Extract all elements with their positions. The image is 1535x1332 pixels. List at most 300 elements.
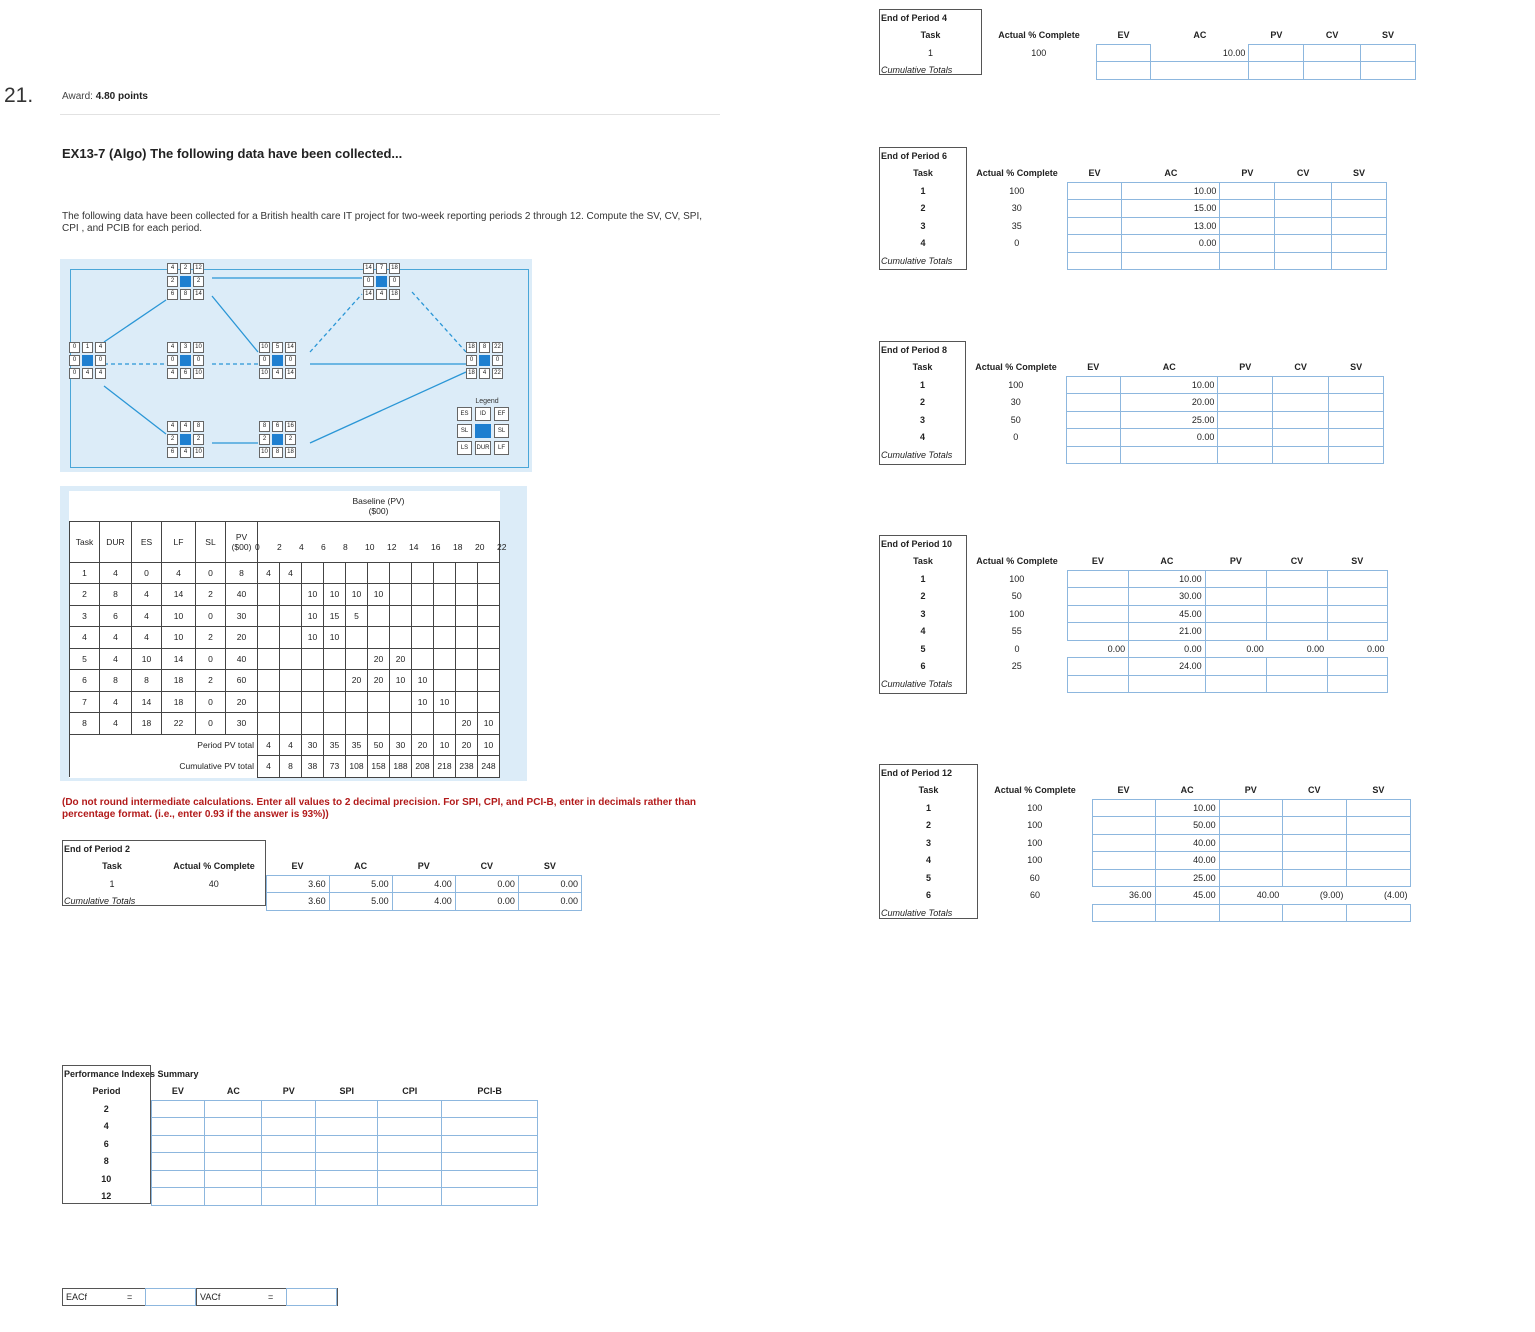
period10-cum-cv-input[interactable]: [1267, 675, 1327, 693]
baseline-pv-cell: 10: [324, 627, 346, 649]
baseline-pv-cell: [434, 605, 456, 627]
period6-table: End of Period 6 Task Actual % Complete EV AC PV CV SV 1 100 10.00 2 30 15.00 3 35 13.00 4 0 0.00 Cumulative Totals: [879, 147, 1387, 270]
baseline-cell: 14: [132, 691, 162, 713]
percent-complete: 50: [1010, 414, 1021, 425]
baseline-cell: 14: [162, 648, 196, 670]
summary-input[interactable]: [378, 1100, 442, 1118]
baseline-row: [70, 691, 500, 713]
period6-ev-input[interactable]: [1067, 217, 1122, 235]
period8-sv-input[interactable]: [1329, 376, 1384, 394]
period12-pv-input[interactable]: [1219, 817, 1282, 835]
baseline-pv-cell: [478, 670, 500, 692]
cumulative-label: Cumulative Totals: [881, 678, 953, 689]
baseline-header-0: Task: [70, 521, 100, 562]
summary-input[interactable]: [151, 1118, 205, 1136]
task-number: 2: [920, 203, 926, 214]
period6-cum-ev-input[interactable]: [1067, 252, 1122, 270]
baseline-total-cell: 20: [456, 734, 478, 756]
summary-period: 10: [101, 1173, 112, 1184]
task-number: 5: [920, 643, 926, 654]
baseline-pv-cell: [478, 605, 500, 627]
summary-input[interactable]: [378, 1170, 442, 1188]
summary-period: 2: [103, 1103, 109, 1114]
baseline-cell: 2: [196, 584, 226, 606]
baseline-time-axis: [255, 521, 507, 562]
period8-ev-input[interactable]: [1066, 411, 1121, 429]
period10-pv-input[interactable]: [1205, 588, 1267, 606]
baseline-total-cell: 10: [434, 734, 456, 756]
period8-cum-ac-input[interactable]: [1121, 446, 1218, 464]
period2-table: End of Period 2 Task Actual % Complete EV AC PV CV SV 1 40 3.60 5.00 4.00 0.00 0.00 Cumulative Totals 3.60 5.00 4.00 0.00 0.00: [62, 840, 582, 911]
baseline-pv-cell: [390, 562, 412, 584]
summary-input[interactable]: [442, 1170, 538, 1188]
summary-input[interactable]: [442, 1188, 538, 1206]
period12-cum-cv-input[interactable]: [1282, 904, 1346, 922]
time-tick: 10: [365, 541, 375, 552]
baseline-total-cell: 10: [478, 734, 500, 756]
p2-t1-ev-input[interactable]: 3.60: [266, 875, 329, 893]
baseline-cell: 60: [226, 670, 258, 692]
period-row: [879, 182, 1387, 200]
period12-ev-input[interactable]: [1092, 852, 1155, 870]
period8-cv-input[interactable]: [1273, 376, 1329, 394]
task-number: 5: [925, 872, 931, 883]
period8-ac-value: 25.00: [1121, 411, 1218, 429]
period6-cum-sv-input[interactable]: [1331, 252, 1386, 270]
baseline-pv-cell: [456, 648, 478, 670]
p4-t1-ac: 10.00: [1222, 47, 1246, 58]
period10-ac-value: 45.00: [1129, 605, 1205, 623]
p2-t1-sv-input[interactable]: 0.00: [518, 875, 581, 893]
period-row: [879, 623, 1388, 641]
period6-caption: End of Period 6: [881, 150, 948, 161]
period8-ac-value: 20.00: [1121, 394, 1218, 412]
summary-input[interactable]: [151, 1153, 205, 1171]
p2-t1-cv-input[interactable]: 0.00: [455, 875, 518, 893]
time-tick: 4: [299, 541, 304, 552]
period12-cv-input[interactable]: [1282, 834, 1346, 852]
baseline-pv-cell: [478, 584, 500, 606]
summary-header: EV: [171, 1086, 184, 1096]
baseline-row: [70, 670, 500, 692]
period12-cv-input[interactable]: [1282, 852, 1346, 870]
period12-cv-input[interactable]: [1282, 799, 1346, 817]
cumulative-row: [879, 675, 1388, 693]
summary-period: 12: [101, 1191, 112, 1202]
p4-cum-ac-input[interactable]: [1151, 62, 1249, 80]
summary-input[interactable]: [378, 1188, 442, 1206]
baseline-pv-cell: [456, 627, 478, 649]
summary-input[interactable]: [262, 1188, 316, 1206]
p2-cum-ac-input[interactable]: 5.00: [329, 893, 392, 911]
baseline-cell: 8: [226, 562, 258, 584]
period10-sv-input[interactable]: [1327, 623, 1387, 641]
period12-sv-input[interactable]: [1346, 817, 1410, 835]
period8-sv-input[interactable]: [1329, 411, 1384, 429]
baseline-pv-cell: [412, 605, 434, 627]
summary-input[interactable]: [442, 1100, 538, 1118]
percent-complete: 100: [1027, 820, 1043, 831]
percent-complete: 60: [1029, 890, 1040, 901]
period10-sv-input[interactable]: [1327, 658, 1387, 676]
baseline-pv-cell: [302, 562, 324, 584]
percent-complete: 50: [1011, 591, 1022, 602]
network-node-5: 14 7 18 0 0 14 4 18: [363, 263, 400, 300]
percent-complete: 100: [1027, 802, 1043, 813]
summary-input[interactable]: [205, 1170, 262, 1188]
period12-caption: End of Period 12: [881, 767, 953, 778]
baseline-cell: 2: [196, 627, 226, 649]
period10-cv-input[interactable]: [1267, 623, 1327, 641]
baseline-cell: 8: [100, 670, 132, 692]
summary-input[interactable]: [442, 1135, 538, 1153]
task-number: 1: [920, 573, 926, 584]
p4-t1-sv-input[interactable]: [1360, 44, 1415, 62]
baseline-pv-cell: 15: [324, 605, 346, 627]
eac-label: EACf: [66, 1292, 88, 1302]
p2-cum-cv-input[interactable]: 0.00: [455, 893, 518, 911]
period-row: [879, 200, 1387, 218]
question-number: 21.: [4, 84, 34, 107]
task-number: 6: [925, 890, 931, 901]
period10-sv-input[interactable]: [1327, 588, 1387, 606]
baseline-pv-cell: [346, 562, 368, 584]
baseline-pv-cell: [456, 691, 478, 713]
period6-ac-value: 0.00: [1122, 235, 1220, 253]
period12-ac-value: 45.00: [1155, 887, 1219, 905]
period8-pv-input[interactable]: [1218, 376, 1273, 394]
baseline-pv-cell: 10: [302, 584, 324, 606]
period6-ac-value: 15.00: [1122, 200, 1220, 218]
period10-cv-input[interactable]: [1267, 570, 1327, 588]
task-number: 4: [919, 432, 925, 443]
baseline-total-cell: 238: [456, 756, 478, 778]
period8-pv-input[interactable]: [1218, 394, 1273, 412]
period-row: [879, 658, 1388, 676]
period12-pv-input[interactable]: [1219, 852, 1282, 870]
p2-cum-sv-input[interactable]: 0.00: [518, 893, 581, 911]
period12-ev-input[interactable]: [1092, 817, 1155, 835]
vac-input[interactable]: [286, 1288, 337, 1306]
baseline-row: [70, 584, 500, 606]
period8-cum-sv-input[interactable]: [1329, 446, 1384, 464]
baseline-pv-cell: [280, 627, 302, 649]
summary-input[interactable]: [205, 1100, 262, 1118]
baseline-cell: 14: [162, 584, 196, 606]
baseline-cell: 20: [226, 627, 258, 649]
summary-input[interactable]: [316, 1188, 378, 1206]
period-row: [879, 429, 1384, 447]
period8-cum-pv-input[interactable]: [1218, 446, 1273, 464]
summary-input[interactable]: [378, 1118, 442, 1136]
percent-complete: 30: [1010, 397, 1021, 408]
baseline-pv-cell: [434, 584, 456, 606]
period10-ev-input[interactable]: [1067, 588, 1129, 606]
period12-pv-input[interactable]: [1219, 799, 1282, 817]
period10-cv-input[interactable]: [1267, 588, 1327, 606]
baseline-pv-cell: 20: [368, 648, 390, 670]
award-value: 4.80 points: [95, 91, 148, 102]
p4-cum-cv-input[interactable]: [1304, 62, 1361, 80]
baseline-total-cell: 35: [324, 734, 346, 756]
period6-cum-cv-input[interactable]: [1275, 252, 1332, 270]
period6-pv-input[interactable]: [1220, 235, 1275, 253]
period8-ev-input[interactable]: [1066, 429, 1121, 447]
period6-pv-input[interactable]: [1220, 217, 1275, 235]
baseline-pv-cell: [324, 713, 346, 735]
period-row: [879, 869, 1411, 887]
baseline-cell: 4: [100, 648, 132, 670]
period10-pv-input[interactable]: [1205, 658, 1267, 676]
legend-title: Legend: [475, 398, 499, 405]
p2-t1-pv-input[interactable]: 4.00: [392, 875, 455, 893]
period12-ac-value: 40.00: [1155, 834, 1219, 852]
period12-cum-sv-input[interactable]: [1346, 904, 1410, 922]
period-row: [879, 817, 1411, 835]
baseline-row: [70, 605, 500, 627]
period10-pv-input[interactable]: [1205, 570, 1267, 588]
period10-pv-input[interactable]: [1205, 623, 1267, 641]
summary-input[interactable]: [316, 1153, 378, 1171]
period6-cum-pv-input[interactable]: [1220, 252, 1275, 270]
period12-cum-ac-input[interactable]: [1155, 904, 1219, 922]
baseline-cell: 2: [70, 584, 100, 606]
baseline-pv-cell: 20: [456, 713, 478, 735]
period12-sv-value: (4.00): [1383, 890, 1408, 901]
period8-sv-input[interactable]: [1329, 394, 1384, 412]
task-number: 3: [925, 837, 931, 848]
baseline-cell: 3: [70, 605, 100, 627]
baseline-header-2: ES: [132, 521, 162, 562]
period10-ev-input[interactable]: [1067, 605, 1129, 623]
percent-complete: 100: [1027, 855, 1043, 866]
p2-t1-ac-input[interactable]: 5.00: [329, 875, 392, 893]
task-number: 3: [920, 608, 926, 619]
baseline-pv-cell: [434, 627, 456, 649]
percent-complete: 55: [1011, 626, 1022, 637]
p4-t1-cv-input[interactable]: [1304, 44, 1361, 62]
summary-input[interactable]: [442, 1153, 538, 1171]
period10-cum-pv-input[interactable]: [1205, 675, 1267, 693]
summary-input[interactable]: [151, 1188, 205, 1206]
summary-header: Period: [92, 1086, 121, 1097]
period10-ev-input[interactable]: [1067, 570, 1129, 588]
baseline-cell: 4: [132, 605, 162, 627]
summary-period: 4: [103, 1121, 109, 1132]
baseline-cell: 18: [162, 691, 196, 713]
period6-pv-input[interactable]: [1220, 200, 1275, 218]
period10-pv-input[interactable]: [1205, 605, 1267, 623]
p4-t1-pv-input[interactable]: [1249, 44, 1304, 62]
period6-sv-input[interactable]: [1331, 182, 1386, 200]
summary-input[interactable]: [205, 1118, 262, 1136]
period12-cum-pv-input[interactable]: [1219, 904, 1282, 922]
baseline-pv-cell: [258, 670, 280, 692]
period6-ev-input[interactable]: [1067, 182, 1122, 200]
eac-input[interactable]: [145, 1288, 196, 1306]
period12-cv-input[interactable]: [1282, 817, 1346, 835]
baseline-pv-cell: [390, 605, 412, 627]
summary-input[interactable]: [151, 1100, 205, 1118]
p4-cum-sv-input[interactable]: [1360, 62, 1415, 80]
time-tick: 16: [431, 541, 441, 552]
summary-input[interactable]: [205, 1188, 262, 1206]
period6-cv-input[interactable]: [1275, 217, 1332, 235]
baseline-pv-cell: [346, 648, 368, 670]
period6-sv-input[interactable]: [1331, 235, 1386, 253]
period12-ev-input[interactable]: [1092, 799, 1155, 817]
baseline-total-row: [70, 756, 500, 778]
baseline-cell: 4: [162, 562, 196, 584]
baseline-row: [70, 562, 500, 584]
baseline-table: [69, 491, 507, 778]
period6-ev-input[interactable]: [1067, 200, 1122, 218]
baseline-cell: 0: [196, 648, 226, 670]
summary-input[interactable]: [442, 1118, 538, 1136]
period8-pv-input[interactable]: [1218, 429, 1273, 447]
question-body: The following data have been collected for a British health care IT project for two-week reporting periods 2 through 12. Compute the SV, CV, SPI, CPI , and PCIB for each period.: [62, 211, 702, 234]
percent-complete: 60: [1029, 872, 1040, 883]
time-tick: 6: [321, 541, 326, 552]
period12-ev-input[interactable]: [1092, 834, 1155, 852]
summary-input[interactable]: [316, 1100, 378, 1118]
period12-ac-value: 50.00: [1155, 817, 1219, 835]
baseline-header-3: LF: [162, 521, 196, 562]
p2-cum-ev-input[interactable]: 3.60: [266, 893, 329, 911]
summary-input[interactable]: [205, 1135, 262, 1153]
baseline-cell: 8: [132, 670, 162, 692]
baseline-pv-cell: 10: [412, 691, 434, 713]
baseline-cell: 22: [162, 713, 196, 735]
period10-cv-input[interactable]: [1267, 658, 1327, 676]
p4-cum-pv-input[interactable]: [1249, 62, 1304, 80]
period12-ev-input[interactable]: [1092, 869, 1155, 887]
period8-cum-cv-input[interactable]: [1273, 446, 1329, 464]
summary-input[interactable]: [262, 1170, 316, 1188]
summary-input[interactable]: [262, 1100, 316, 1118]
summary-row: [62, 1135, 538, 1153]
period-row: [879, 217, 1387, 235]
summary-input[interactable]: [151, 1135, 205, 1153]
period10-cv-input[interactable]: [1267, 605, 1327, 623]
period8-cv-input[interactable]: [1273, 429, 1329, 447]
period12-table: End of Period 12 Task Actual % Complete EV AC PV CV SV 1 100 10.00 2 100 50.00 3 100 40.00 4 100 40.00 5 60 25.00 6 60 36.00 45.00 40.00 (9.00) (4.00) Cumulative Totals: [879, 764, 1411, 922]
baseline-cell: 10: [162, 605, 196, 627]
p4-t1-ev-input[interactable]: [1096, 44, 1151, 62]
period12-ac-value: 40.00: [1155, 852, 1219, 870]
period10-ev-input[interactable]: [1067, 623, 1129, 641]
summary-input[interactable]: [262, 1118, 316, 1136]
period10-sv-input[interactable]: [1327, 570, 1387, 588]
period6-pv-input[interactable]: [1220, 182, 1275, 200]
baseline-pv-cell: [258, 605, 280, 627]
baseline-total-cell: 188: [390, 756, 412, 778]
period10-sv-input[interactable]: [1327, 605, 1387, 623]
task-number: 3: [919, 414, 925, 425]
period6-cv-input[interactable]: [1275, 200, 1332, 218]
period6-sv-input[interactable]: [1331, 217, 1386, 235]
period12-sv-input[interactable]: [1346, 799, 1410, 817]
summary-row: [62, 1170, 538, 1188]
period2-caption: End of Period 2: [64, 843, 131, 854]
time-tick: 18: [453, 541, 463, 552]
period8-pv-input[interactable]: [1218, 411, 1273, 429]
percent-complete: 100: [1009, 185, 1025, 196]
period10-ac-value: 10.00: [1129, 570, 1205, 588]
period-row: [879, 376, 1384, 394]
baseline-cell: 4: [100, 627, 132, 649]
baseline-pv-cell: [478, 627, 500, 649]
summary-input[interactable]: [316, 1135, 378, 1153]
period12-cum-ev-input[interactable]: [1092, 904, 1155, 922]
period6-ev-input[interactable]: [1067, 235, 1122, 253]
period6-cv-input[interactable]: [1275, 182, 1332, 200]
period10-cum-sv-input[interactable]: [1327, 675, 1387, 693]
period8-cum-ev-input[interactable]: [1066, 446, 1121, 464]
baseline-pv-cell: [478, 648, 500, 670]
instructions: (Do not round intermediate calculations. Enter all values to 2 decimal precision. For SPI, CPI, and PCI-B, enter in decimals rather than percentage format. (i.e., enter 0.93 if the answer is 93%)): [62, 797, 697, 820]
percent-complete: 100: [1027, 837, 1043, 848]
baseline-pv-cell: [280, 691, 302, 713]
period10-cum-ac-input[interactable]: [1129, 675, 1205, 693]
period6-cum-ac-input[interactable]: [1122, 252, 1220, 270]
period8-sv-input[interactable]: [1329, 429, 1384, 447]
baseline-total-cell: 20: [412, 734, 434, 756]
baseline-cell: 4: [132, 627, 162, 649]
period12-cv-input[interactable]: [1282, 869, 1346, 887]
period8-ev-input[interactable]: [1066, 394, 1121, 412]
p4-cum-ev-input[interactable]: [1096, 62, 1151, 80]
period6-ac-value: 10.00: [1122, 182, 1220, 200]
baseline-pv-cell: [258, 584, 280, 606]
summary-input[interactable]: [378, 1135, 442, 1153]
baseline-cell: 8: [100, 584, 132, 606]
summary-input[interactable]: [205, 1153, 262, 1171]
summary-header: AC: [226, 1086, 240, 1096]
period8-ev-input[interactable]: [1066, 376, 1121, 394]
period6-cv-input[interactable]: [1275, 235, 1332, 253]
period-row: [879, 887, 1411, 905]
period6-sv-input[interactable]: [1331, 200, 1386, 218]
baseline-pv-cell: 20: [368, 670, 390, 692]
period12-sv-input[interactable]: [1346, 869, 1410, 887]
period10-ev-input[interactable]: [1067, 658, 1129, 676]
summary-input[interactable]: [151, 1170, 205, 1188]
task-number: 2: [919, 397, 925, 408]
summary-input[interactable]: [316, 1170, 378, 1188]
vac-label: VACf: [200, 1292, 221, 1302]
percent-complete: 100: [1009, 608, 1025, 619]
period8-cv-input[interactable]: [1273, 411, 1329, 429]
period12-pv-input[interactable]: [1219, 834, 1282, 852]
p2-cum-pv-input[interactable]: 4.00: [392, 893, 455, 911]
period12-sv-input[interactable]: [1346, 852, 1410, 870]
baseline-pv-cell: [456, 605, 478, 627]
baseline-pv-cell: [456, 562, 478, 584]
summary-input[interactable]: [316, 1118, 378, 1136]
baseline-pv-cell: [258, 627, 280, 649]
period8-cv-input[interactable]: [1273, 394, 1329, 412]
baseline-total-cell: 218: [434, 756, 456, 778]
summary-input[interactable]: [262, 1135, 316, 1153]
period12-pv-input[interactable]: [1219, 869, 1282, 887]
baseline-cell: 5: [70, 648, 100, 670]
period12-sv-input[interactable]: [1346, 834, 1410, 852]
summary-input[interactable]: [262, 1153, 316, 1171]
period10-cum-ev-input[interactable]: [1067, 675, 1129, 693]
summary-input[interactable]: [378, 1153, 442, 1171]
percent-complete: 0: [1014, 238, 1020, 249]
